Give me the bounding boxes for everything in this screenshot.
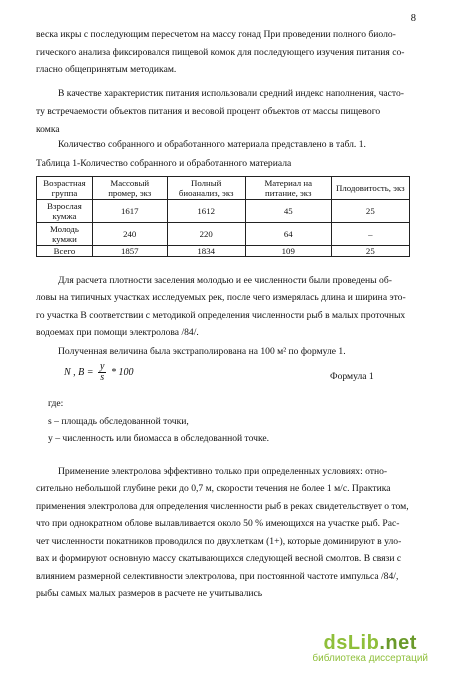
table-header: Массовый промер, экз — [92, 177, 167, 200]
formula-lhs: N , B = — [64, 366, 94, 378]
text-line: Для расчета плотности заселения молодью и ее численности были проведены об- — [58, 275, 392, 286]
legend-line: y – численность или биомасса в обследованной точке. — [48, 433, 270, 444]
text-line: чет численности покатников проводился по двухлеткам (1+), которые доминируют в уло- — [36, 536, 402, 547]
text-line: веска икры с последующим пересчетом на массу гонад При проведении полного биоло- — [36, 29, 396, 40]
material-table — [36, 176, 410, 257]
text-line: Полученная величина была экстраполирована на 100 м² по формуле 1. — [58, 346, 346, 357]
text-line: В качестве характеристик питания использовали средний индекс наполнения, часто- — [58, 88, 404, 99]
table-caption: Таблица 1-Количество собранного и обработанного материала — [36, 158, 292, 169]
table-header: Полный биоанализ, экз — [167, 177, 245, 200]
text-line: Количество собранного и обработанного материала представлено в табл. 1. — [58, 139, 366, 150]
text-line: Применение электролова эффективно только при определенных условиях: отно- — [58, 466, 388, 477]
table-cell: Взрослая кумжа — [37, 200, 93, 223]
table-header: Возрастная группа — [37, 177, 93, 200]
formula-fraction — [98, 362, 106, 383]
table-cell: 220 — [167, 223, 245, 246]
watermark — [312, 632, 428, 664]
watermark-subtitle: библиотека диссертаций — [312, 653, 428, 664]
formula-denominator: s — [100, 372, 105, 383]
text-line: гического анализа фиксировался пищевой комок для последующего изучения питания со- — [36, 47, 405, 58]
table-header: Материал на питание, экз — [245, 177, 331, 200]
table-header: Плодовитость, экз — [331, 177, 409, 200]
text-line: гласно общепринятым методикам. — [36, 64, 177, 75]
legend-line: s – площадь обследованной точки, — [48, 416, 189, 427]
text-line: ту встречаемости объектов питания и весовой процент объектов от массы пищевого — [36, 106, 381, 117]
text-line: что при однократном облове вылавливается около 50 % имеющихся на участке рыб. Рас- — [36, 518, 400, 529]
table-cell: 109 — [245, 246, 331, 257]
table-cell: Молодь кумжи — [37, 223, 93, 246]
text-line: комка — [36, 124, 60, 135]
table-cell: – — [331, 223, 409, 246]
text-line: вах и формируют основную массу скатывающихся следующей весной смолтов. В связи с — [36, 553, 402, 564]
table-cell: Всего — [37, 246, 93, 257]
formula — [64, 362, 133, 383]
table-cell: 1834 — [167, 246, 245, 257]
table-cell: 1612 — [167, 200, 245, 223]
table-cell: 1617 — [92, 200, 167, 223]
text-line: влиянием размерной селективности электролова, при постоянной частоте импульса /84/, — [36, 571, 399, 582]
legend-line: где: — [48, 398, 64, 409]
text-line: сительно небольшой глубине реки до 0,7 м, скорости течения не более 1 м/с. Практика — [36, 483, 391, 494]
text-line: водоемах при помощи электролова /84/. — [36, 327, 199, 338]
table-row — [37, 223, 410, 246]
text-line: рыбы самых малых размеров в расчете не учитывались — [36, 588, 263, 599]
formula-label: Формула 1 — [330, 371, 374, 382]
table-cell: 25 — [331, 200, 409, 223]
dslib-logo: dsLib.net — [323, 632, 417, 654]
table-cell: 45 — [245, 200, 331, 223]
formula-rhs: * 100 — [110, 366, 134, 378]
table-row — [37, 200, 410, 223]
formula-numerator: y — [100, 361, 105, 372]
table-cell: 25 — [331, 246, 409, 257]
table-cell: 64 — [245, 223, 331, 246]
table-header-row — [37, 177, 410, 200]
text-line: ловы на типичных участках исследуемых рек, после чего измерялась длина и ширина это- — [36, 292, 406, 303]
table-cell: 240 — [92, 223, 167, 246]
text-line: применения электролова для определения численности рыб в реках свидетельствует о том, — [36, 501, 409, 512]
page-number: 8 — [410, 13, 416, 24]
table-cell: 1857 — [92, 246, 167, 257]
text-line: го участка В соответствии с методикой определения численности рыб в малых проточных — [36, 310, 406, 321]
table-row-total — [37, 246, 410, 257]
